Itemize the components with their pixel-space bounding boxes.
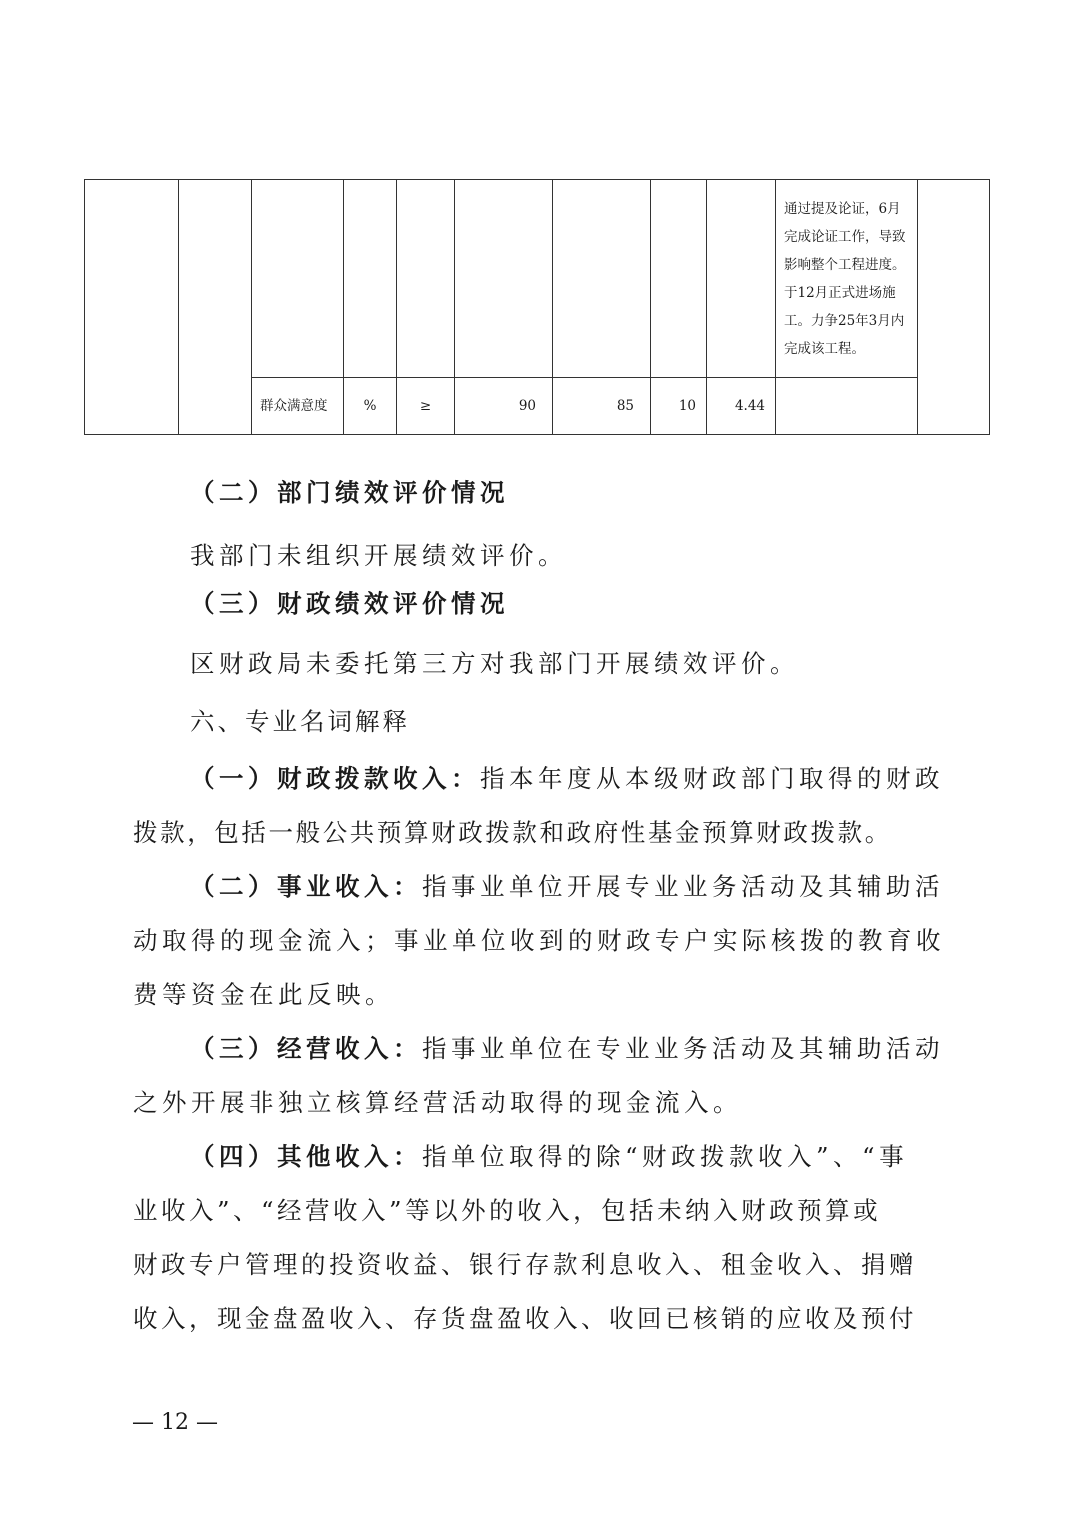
target-value-cell: 90 bbox=[455, 378, 553, 435]
table-cell bbox=[344, 180, 397, 378]
glossary-text: 指本年度从本级财政部门取得的财政 bbox=[480, 764, 944, 793]
operator-cell: ≥ bbox=[397, 378, 455, 435]
table-cell bbox=[397, 180, 455, 378]
indicator-name-cell: 群众满意度 bbox=[252, 378, 344, 435]
glossary-text: 指单位取得的除“财政拨款收入”、“事 bbox=[422, 1142, 909, 1171]
glossary-text-line: 费等资金在此反映。 bbox=[133, 980, 394, 1009]
table-cell bbox=[707, 180, 776, 378]
actual-value-cell: 85 bbox=[553, 378, 651, 435]
glossary-text-line: 动取得的现金流入；事业单位收到的财政专户实际核拨的教育收 bbox=[133, 926, 945, 955]
glossary-item-1 bbox=[190, 760, 944, 795]
glossary-term: （四）其他收入： bbox=[190, 1142, 422, 1171]
glossary-term: （二）事业收入： bbox=[190, 872, 422, 901]
table-cell bbox=[85, 180, 179, 435]
page-number: — 12 — bbox=[132, 1410, 218, 1435]
section-heading-dept-eval: （二）部门绩效评价情况 bbox=[190, 478, 509, 507]
table-cell bbox=[553, 180, 651, 378]
glossary-item-4 bbox=[190, 1138, 908, 1173]
glossary-term: （一）财政拨款收入： bbox=[190, 764, 480, 793]
glossary-text-line: 收入，现金盘盈收入、存货盘盈收入、收回已核销的应收及预付 bbox=[133, 1304, 917, 1333]
performance-table bbox=[84, 179, 990, 435]
unit-cell: % bbox=[344, 378, 397, 435]
table-cell bbox=[918, 180, 990, 435]
section-heading-finance-eval: （三）财政绩效评价情况 bbox=[190, 589, 509, 618]
glossary-text-line: 财政专户管理的投资收益、银行存款利息收入、租金收入、捐赠 bbox=[133, 1250, 917, 1279]
weight-cell: 10 bbox=[651, 378, 707, 435]
glossary-text-line: 拨款，包括一般公共预算财政拨款和政府性基金预算财政拨款。 bbox=[133, 818, 892, 847]
table-cell bbox=[252, 180, 344, 378]
glossary-text-line: 业收入”、“经营收入”等以外的收入，包括未纳入财政预算或 bbox=[133, 1196, 882, 1225]
paragraph-dept-eval: 我部门未组织开展绩效评价。 bbox=[190, 541, 567, 570]
glossary-term: （三）经营收入： bbox=[190, 1034, 422, 1063]
table-cell bbox=[455, 180, 553, 378]
glossary-text: 指事业单位开展专业业务活动及其辅助活 bbox=[422, 872, 944, 901]
glossary-text-line: 之外开展非独立核算经营活动取得的现金流入。 bbox=[133, 1088, 742, 1117]
glossary-item-3 bbox=[190, 1030, 944, 1065]
score-cell: 4.44 bbox=[707, 378, 776, 435]
glossary-item-2 bbox=[190, 868, 944, 903]
table-cell bbox=[179, 180, 252, 435]
deviation-note-cell: 通过提及论证，6月完成论证工作，导致影响整个工程进度。于12月正式进场施工。力争25年3月内完成该工程。 bbox=[776, 180, 918, 378]
table-cell bbox=[651, 180, 707, 378]
glossary-text: 指事业单位在专业业务活动及其辅助活动 bbox=[422, 1034, 944, 1063]
table-row bbox=[85, 180, 990, 378]
note-cell bbox=[776, 378, 918, 435]
chapter-heading-glossary: 六、专业名词解释 bbox=[190, 707, 410, 736]
paragraph-finance-eval: 区财政局未委托第三方对我部门开展绩效评价。 bbox=[190, 649, 799, 678]
